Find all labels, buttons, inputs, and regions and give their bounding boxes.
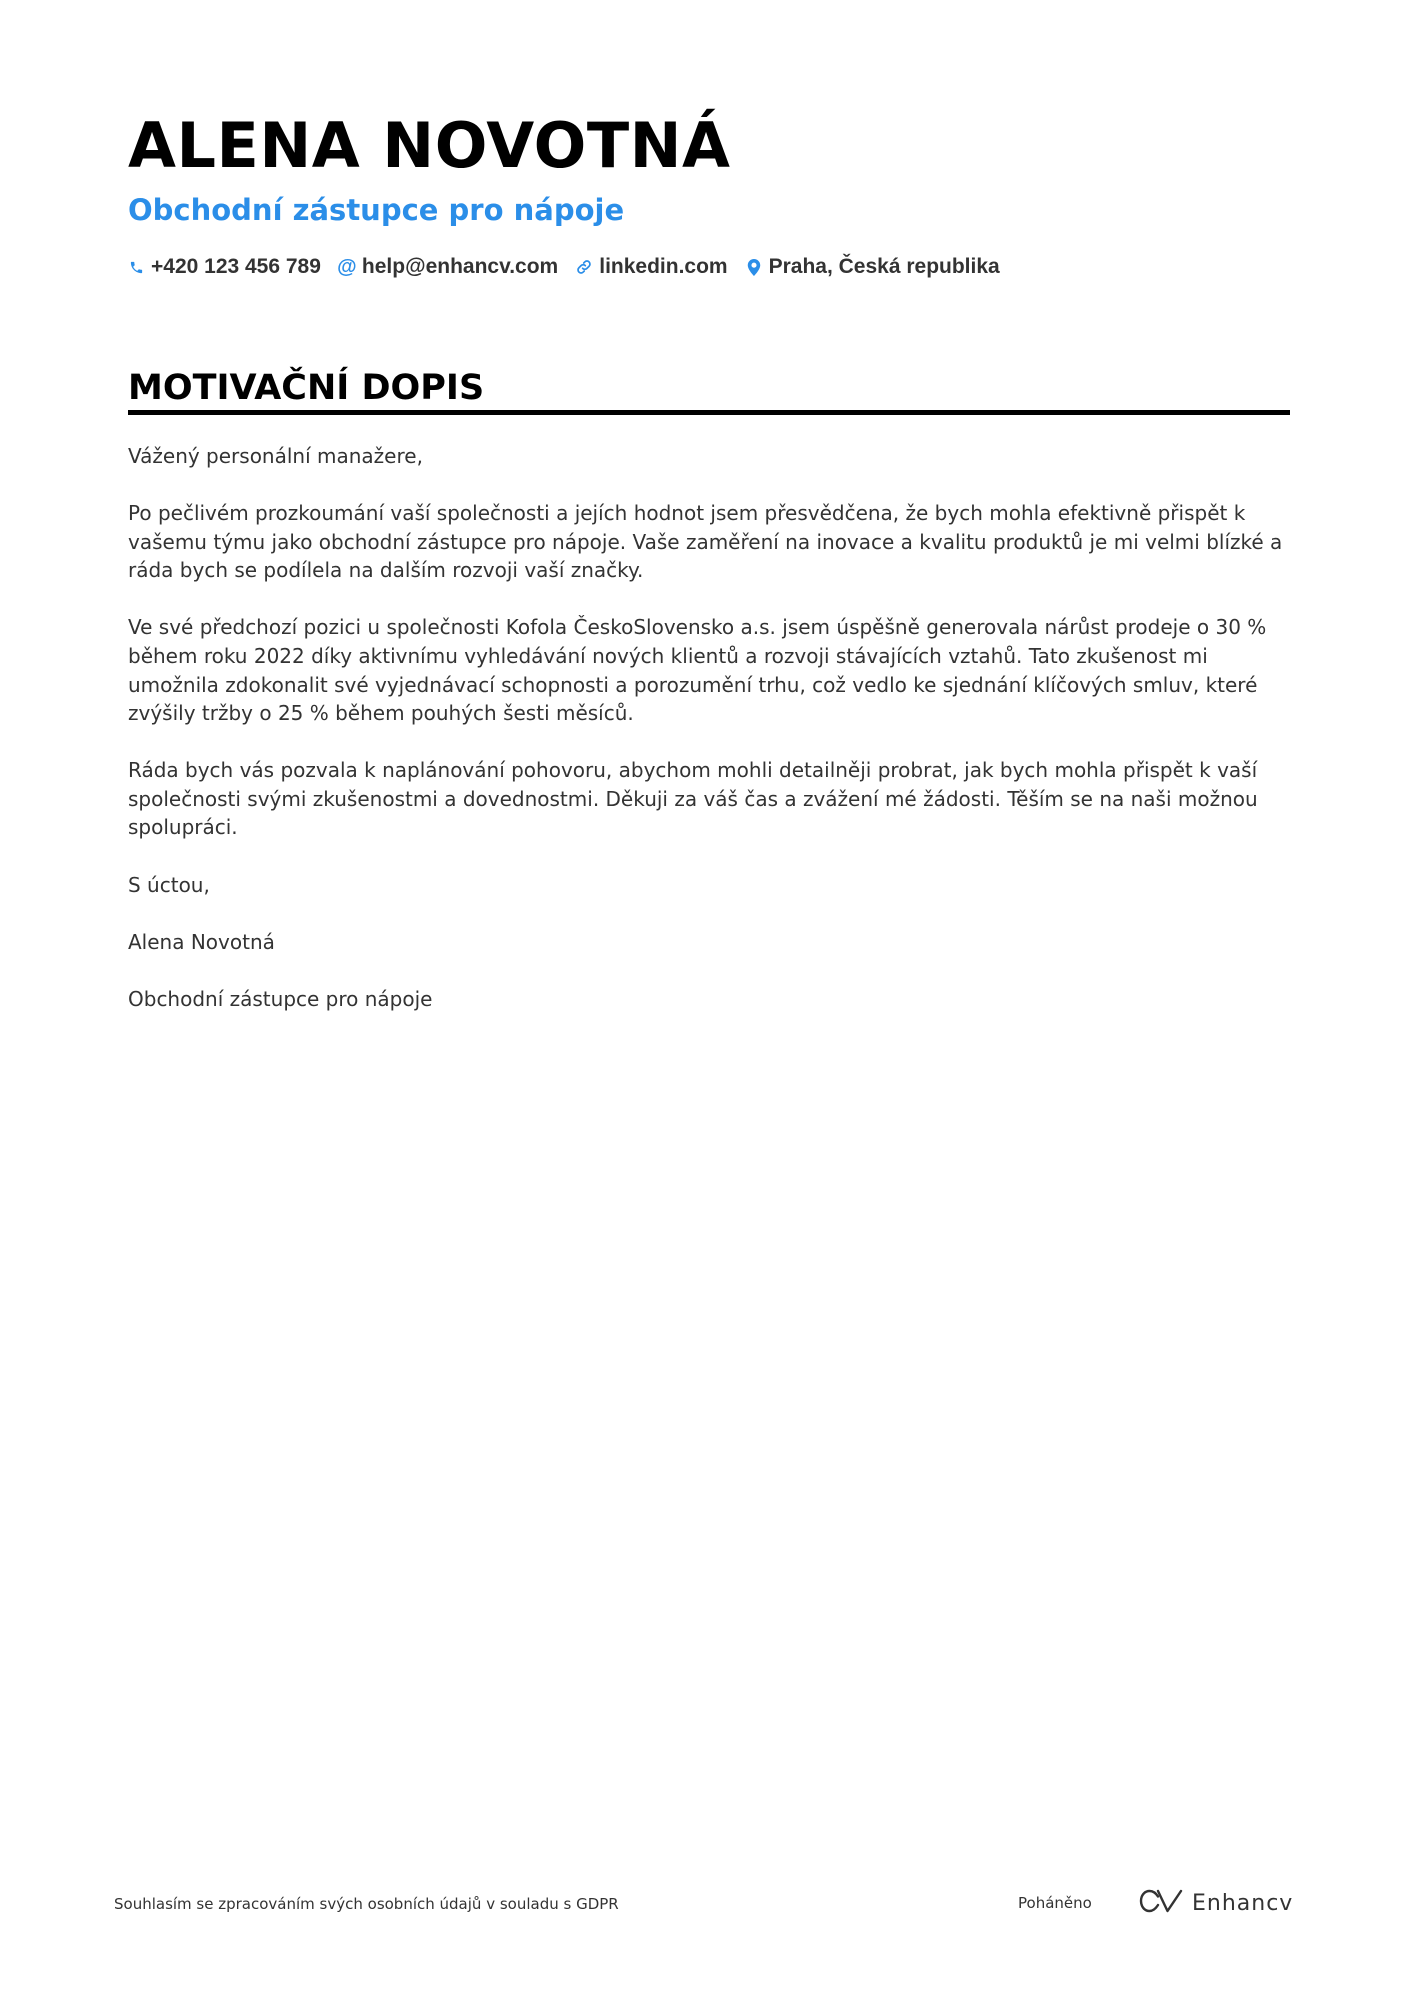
candidate-job-title: Obchodní zástupce pro nápoje — [128, 193, 625, 227]
candidate-name: ALENA NOVOTNÁ — [128, 109, 731, 182]
phone-text: +420 123 456 789 — [151, 255, 321, 278]
powered-by-label: Poháněno — [1018, 1894, 1092, 1912]
phone-icon — [128, 258, 144, 276]
section-title: MOTIVAČNÍ DOPIS — [128, 368, 485, 408]
letter-paragraph: Po pečlivém prozkoumání vaší společnosti a jejích hodnot jsem přesvědčena, že bych mohla efektivně přispět k vašemu týmu jako obchodní zástupce pro nápoje. Vaše zaměření na inovace a kvalitu produktů je mi velmi blízké a ráda bych se podílela na dalším rozvoji vaší značky. — [128, 501, 1283, 583]
email-text: help@enhancv.com — [361, 255, 559, 278]
letter-paragraph: Ráda bych vás pozvala k naplánování pohovoru, abychom mohli detailněji probrat, jak bych mohla přispět k vaší společnosti svými zkušenostmi a dovednostmi. Děkuji za váš čas a zvážení mé žádosti. Těším se na naši možnou spolupráci. — [128, 758, 1258, 840]
gdpr-consent-text: Souhlasím se zpracováním svých osobních údajů v souladu s GDPR — [114, 1895, 619, 1913]
contact-linkedin[interactable] — [576, 255, 727, 279]
location-pin-icon — [746, 258, 762, 276]
brand-logo[interactable] — [1138, 1886, 1293, 1920]
contact-phone[interactable] — [128, 255, 321, 279]
contact-location — [746, 255, 1000, 279]
location-text: Praha, Česká republika — [768, 255, 1000, 278]
letter-body — [128, 442, 1290, 1042]
linkedin-text: linkedin.com — [599, 255, 728, 278]
brand-name: Enhancv — [1192, 1890, 1294, 1916]
link-icon — [576, 258, 592, 276]
letter-paragraph: Ve své předchozí pozici u společnosti Kofola ČeskoSlovensko a.s. jsem úspěšně generovala nárůst prodeje o 30 % během roku 2022 díky aktivnímu vyhledávání nových klientů a rozvoji stávajících vztahů. Tato zkušenost mi umožnila zdokonalit své vyjednávací schopnosti a porozumění trhu, což vedlo ke sjednání klíčových smluv, které zvýšily tržby o 25 % během pouhých šesti měsíců. — [128, 615, 1267, 726]
letter-salutation: Vážený personální manažere, — [128, 444, 423, 468]
section-divider — [128, 410, 1290, 415]
at-icon: @ — [337, 256, 357, 278]
enhancv-logo-icon — [1138, 1888, 1184, 1918]
letter-closing: S úctou, — [128, 872, 210, 897]
signature-title: Obchodní zástupce pro nápoje — [128, 986, 433, 1011]
contact-bar — [128, 252, 1000, 282]
signature-name: Alena Novotná — [128, 929, 275, 954]
contact-email[interactable] — [339, 255, 558, 279]
